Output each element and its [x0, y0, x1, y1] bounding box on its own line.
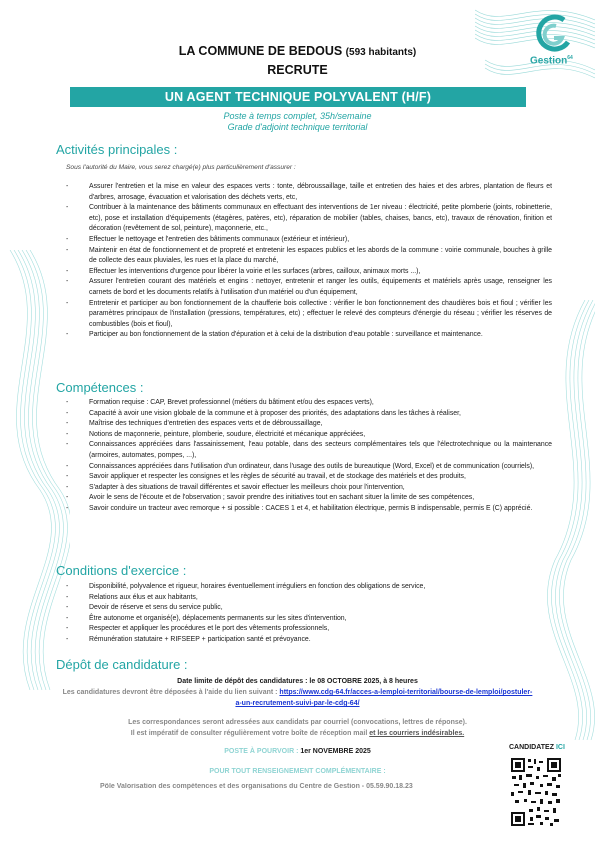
poste-date: 1er NOVEMBRE 2025: [300, 748, 371, 755]
list-item: - Notions de maçonnerie, peinture, plomberie, soudure, électricité et mécanique appréciées,: [66, 430, 552, 441]
complement-heading: POUR TOUT RENSEIGNEMENT COMPLÉMENTAIRE :: [209, 768, 386, 775]
candidatez-text: CANDIDATEZ: [509, 744, 554, 751]
list-item: - Maîtrise des techniques d'entretien des espaces verts et de débroussaillage,: [66, 419, 552, 430]
activites-intro: Sous l'autorité du Maire, vous serez chargé(e) plus particulièrement d'assurer :: [66, 164, 296, 171]
job-grade-info: Grade d'adjoint technique territorial: [227, 122, 368, 132]
poste-label: POSTE À POURVOIR :: [224, 748, 301, 755]
commune-heading: [0, 44, 595, 58]
list-item: - Participer au bon fonctionnement de la station d'épuration et à celui de la distribution d'eau potable : surveillance et maintenance.: [66, 330, 552, 341]
commune-population: (593 habitants): [345, 47, 417, 58]
poste-a-pourvoir: [0, 748, 595, 755]
list-item: - Connaissances appréciées dans l'assainissement, l'eau potable, dans des secteurs complémentaires tels que l'électrotechnique ou la maintenance (armoires, automates, pompes, ...),: [66, 440, 552, 461]
list-item: - Rémunération statutaire + RIFSEEP + participation santé et prévoyance.: [66, 635, 552, 646]
ici-text: ICI: [555, 744, 565, 751]
job-title-banner: UN AGENT TECHNIQUE POLYVALENT (H/F): [70, 87, 526, 107]
consult-underlined: et les courriers indésirables.: [369, 730, 465, 737]
list-item: - Contribuer à la maintenance des bâtiments communaux en effectuant des interventions de 1er niveau : électricité, petite plomberie (joints, robinetterie, etc), pose et installation d'équipements (étagères, patères, etc), réparation de mobilier (tables, chaises, bancs, etc), travaux de rénovation, finition et décoration (revêtement de sol, peinture), maçonnerie, etc.,: [66, 203, 552, 235]
list-item: - Savoir conduire un tracteur avec remorque + si possible : CACES 1 et 4, et habilitation électrique, permis B indispensable, permis E (C) apprécié.: [66, 504, 552, 515]
section-title-conditions: Conditions d'exercice :: [56, 563, 187, 578]
recrute-heading: RECRUTE: [267, 63, 328, 77]
list-item: - Capacité à avoir une vision globale de la commune et à proposer des priorités, des adaptations dans les tâches à réaliser,: [66, 409, 552, 420]
link-intro: Les candidatures devront être déposées à l'aide du lien suivant :: [62, 689, 280, 696]
list-item: - Effectuer les interventions d'urgence pour libérer la voirie et les surfaces (arbres, cailloux, animaux morts ...),: [66, 267, 552, 278]
section-title-activites: Activités principales :: [56, 142, 178, 157]
competences-list: [66, 398, 552, 515]
list-item: - Assurer l'entretien et la mise en valeur des espaces verts : tonte, débroussaillage, taille et entretien des haies et des arbres, plantation de fleurs et d'arbres, arrosage, évacuation et valorisation des déchets verts, etc,: [66, 182, 552, 203]
wave-decoration-left: [0, 250, 70, 690]
section-title-competences: Compétences :: [56, 380, 144, 395]
list-item: - S'adapter à des situations de travail différentes et savoir effectuer les meilleurs choix pour l'intervention,: [66, 483, 552, 494]
list-item: - Disponibilité, polyvalence et rigueur, horaires éventuellement irréguliers en fonction des obligations de service,: [66, 582, 552, 593]
list-item: - Savoir appliquer et respecter les consignes et les règles de sécurité au travail, et de stockage des matériels et des produits,: [66, 472, 552, 483]
list-item: - Effectuer le nettoyage et l'entretien des bâtiments communaux (extérieur et intérieur),: [66, 235, 552, 246]
mail-note: Les correspondances seront adressées aux candidats par courriel (convocations, lettres de réponse).: [128, 719, 467, 726]
list-item: - Avoir le sens de l'écoute et de l'observation ; savoir prendre des initiatives tout en sachant situer la limite de ses compétences,: [66, 493, 552, 504]
logo-wordmark: Gestion$^{64}$: [530, 55, 573, 67]
list-item: - Assurer l'entretien courant des matériels et engins : nettoyer, entretenir et ranger les outils, équipements et matériels après usage, renseigner les carnets de bord et les documents relatifs à l'utilisation d'un matériel ou d'un équipement,: [66, 277, 552, 298]
job-time-info: Poste à temps complet, 35h/semaine: [223, 111, 372, 121]
consult-note: [60, 728, 535, 739]
application-link[interactable]: https://www.cdg-64.fr/acces-a-lemploi-territorial/bourse-de-lemploi/postuler-a-un-recrutement-suivi-par-le-cdg-64/: [235, 689, 533, 707]
pole-contact: Pôle Valorisation des compétences et des organisations du Centre de Gestion - 05.59.90.18.23: [100, 783, 413, 790]
consult-text: Il est impératif de consulter régulièrement votre boîte de réception mail: [130, 730, 370, 737]
list-item: - Entretenir et participer au bon fonctionnement de la chaufferie bois collective : vérifier le bon fonctionnement des chaudières bois et fioul ; vérifier les paramètres principaux de l'installation (pressions, températures, etc) ; effectuer le relevé des compteurs d'énergie du réseau ; vérifier les réserves de combustibles (bois et fioul),: [66, 299, 552, 331]
conditions-list: [66, 582, 552, 646]
list-item: - Connaissances appréciées dans l'utilisation d'un ordinateur, dans l'usage des outils de bureautique (Word, Excel) et de communication (courriels),: [66, 462, 552, 473]
list-item: - Devoir de réserve et sens du service public,: [66, 603, 552, 614]
candidatez-label: [509, 744, 565, 751]
list-item: - Relations aux élus et aux habitants,: [66, 593, 552, 604]
deadline-text: Date limite de dépôt des candidatures : le 08 OCTOBRE 2025, à 8 heures: [177, 678, 418, 685]
list-item: - Être autonome et organisé(e), déplacements permanents sur les sites d'intervention,: [66, 614, 552, 625]
commune-name: LA COMMUNE DE BEDOUS: [178, 44, 343, 58]
list-item: - Formation requise : CAP, Brevet professionnel (métiers du bâtiment et/ou des espaces verts),: [66, 398, 552, 409]
qr-code-icon[interactable]: [510, 757, 562, 827]
list-item: - Respecter et appliquer les procédures et le port des vêtements professionnels,: [66, 624, 552, 635]
section-title-depot: Dépôt de candidature :: [56, 657, 188, 672]
cdg64-logo: [528, 12, 583, 70]
application-link-text: [60, 687, 535, 709]
list-item: - Maintenir en état de fonctionnement et de propreté et entretenir les espaces publics et les abords de la commune : voirie communale, bouches à grille de collecte des eaux pluviales, les rues et la place du marché,: [66, 246, 552, 267]
wave-decoration-right: [535, 300, 595, 740]
activites-list: [66, 182, 552, 341]
